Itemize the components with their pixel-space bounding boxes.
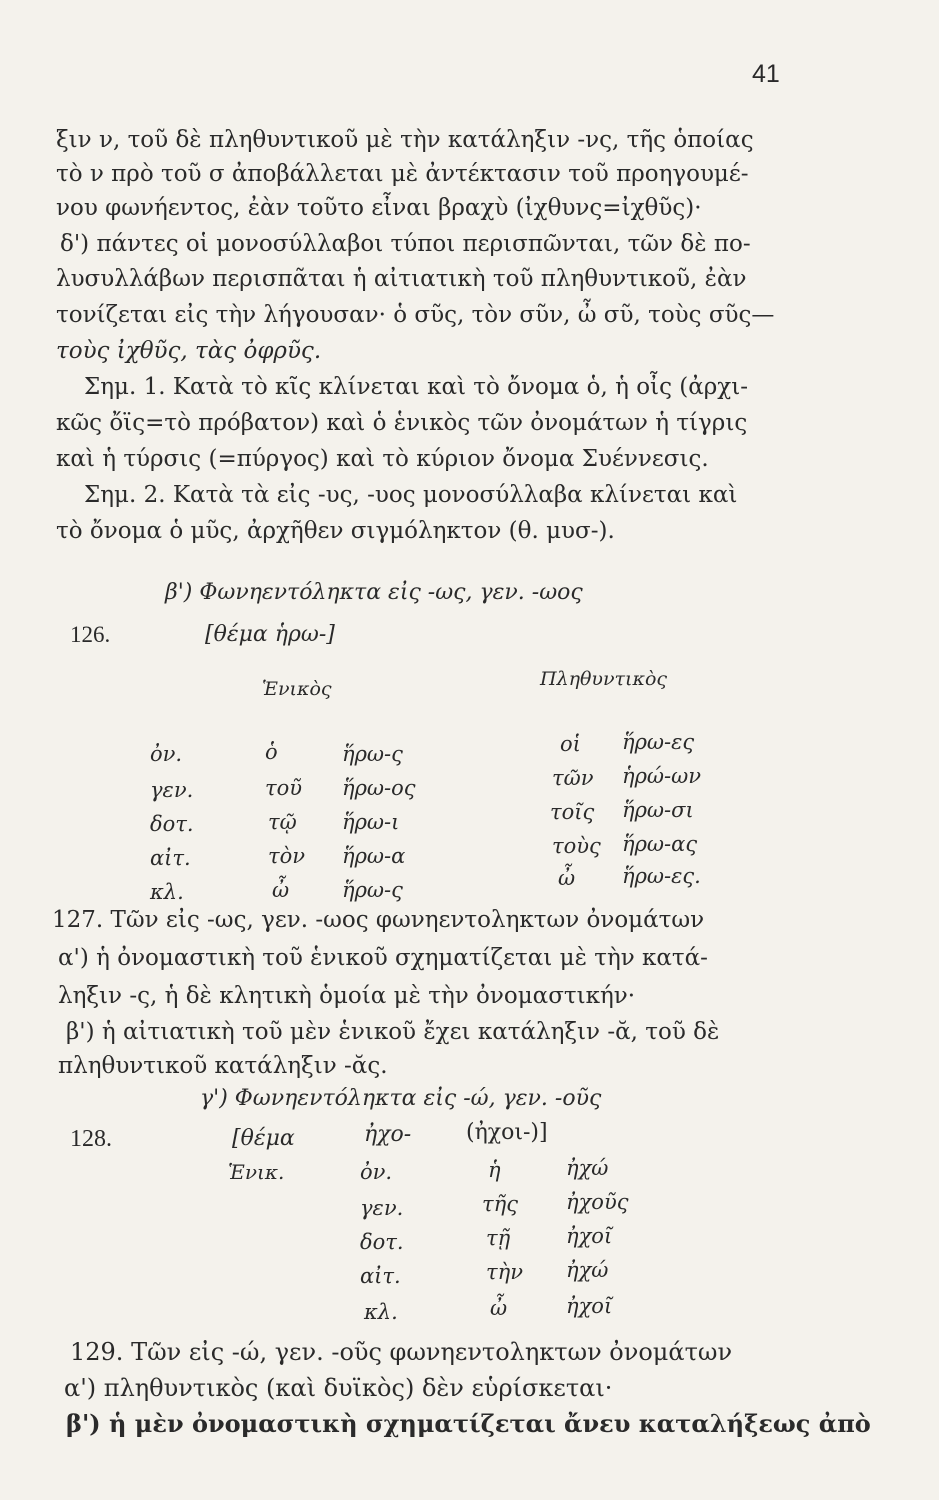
article: τῆς [482,1192,518,1216]
text-line: δ') πάντες οἱ μονοσύλλαβοι τύποι περισπῶνται, τῶν δὲ πο- [60,231,751,257]
note-2-line: Σημ. 2. Κατὰ τὰ εἰς -υς, -υος μονοσύλλαβα κλίνεται καὶ [84,482,738,508]
number-label-singular: Ἑνικ. [228,1160,285,1184]
text-line: α') ἡ ὀνομαστικὴ τοῦ ἑνικοῦ σχηματίζεται μὲ τὴν κατά- [58,945,708,971]
article-singular: τοῦ [265,776,303,800]
article-plural: τοὺς [552,834,601,858]
form-plural: ἥρω-ες. [622,864,701,888]
article-plural: τῶν [552,766,594,790]
article: τῇ [486,1226,511,1250]
text-line: τὸ ὄνομα ὁ μῦς, ἀρχῆθεν σιγμόληκτον (θ. μυσ-). [56,518,615,544]
form: ἠχοῦς [566,1190,629,1214]
paragraph-number-128: 128. [70,1126,112,1152]
form-plural: ἡρώ-ων [622,764,702,788]
page-number: 41 [752,60,780,88]
form: ἠχώ [566,1156,609,1180]
text-line: 127. Τῶν εἰς -ως, γεν. -ωος φωνηεντοληκτων ὀνομάτων [52,907,705,933]
theme-alt-stem: (ἠχοι-)] [466,1120,548,1145]
theme-stem: ἠχο- [364,1122,412,1147]
form-singular: ἥρω-ος [342,776,416,800]
theme-label: [θέμα [232,1126,295,1151]
article-singular: ὦ [272,878,290,902]
text-line: α') πληθυντικὸς (καὶ δυϊκὸς) δὲν εὑρίσκεται· [64,1374,613,1402]
case-label: γεν. [360,1196,404,1220]
form-plural: ἥρω-ες [622,730,695,754]
text-line: β') ἡ μὲν ὀνομαστικὴ σχηματίζεται ἄνευ καταλήξεως ἀπὸ [66,1409,871,1438]
text-line: νου φωνήεντος, ἐὰν τοῦτο εἶναι βραχὺ (ἰχθυνς=ἰχθῦς)· [56,195,702,221]
text-line: κῶς ὄϊς=τὸ πρόβατον) καὶ ὁ ἑνικὸς τῶν ὀνομάτων ἡ τίγρις [56,410,748,436]
form-singular: ἥρω-α [342,844,406,868]
text-line: λυσυλλάβων περισπᾶται ἡ αἰτιατικὴ τοῦ πληθυντικοῦ, ἐὰν [56,266,747,292]
case-label: αἰτ. [150,846,191,870]
article-plural: τοῖς [550,800,595,824]
case-label: δοτ. [360,1230,404,1254]
text-line: πληθυντικοῦ κατάληξιν -ᾰς. [58,1053,388,1079]
note-1-line: Σημ. 1. Κατὰ τὸ κῖς κλίνεται καὶ τὸ ὄνομα ὁ, ἡ οἶς (ἀρχι- [84,374,749,400]
article-singular: τὸν [268,844,306,868]
column-header-singular: Ἑνικὸς [262,678,332,700]
paragraph-number-126: 126. [70,622,111,647]
section-c-heading: γ') Φωνηεντόληκτα εἰς -ώ, γεν. -οῦς [200,1086,602,1111]
case-label: κλ. [364,1300,398,1324]
form-plural: ἥρω-σι [622,798,694,822]
text-line: τονίζεται εἰς τὴν λήγουσαν· ὁ σῦς, τὸν σῦν, ὦ σῦ, τοὺς σῦς— [56,302,775,328]
article-singular: τῷ [268,810,297,834]
form-singular: ἥρω-ι [342,810,400,834]
form-singular: ἥρω-ς [342,742,403,766]
form: ἠχώ [566,1258,609,1282]
article: ἡ [488,1158,501,1182]
text-line: β') ἡ αἰτιατικὴ τοῦ μὲν ἑνικοῦ ἔχει κατάληξιν -ᾰ, τοῦ δὲ [66,1019,720,1045]
form-singular: ἥρω-ς [342,878,403,902]
column-header-plural: Πληθυντικὸς [540,668,668,690]
article-plural: ὦ [558,866,576,890]
text-line: 129. Τῶν εἰς -ώ, γεν. -οῦς φωνηεντοληκτων ὀνομάτων [70,1338,733,1366]
text-line: τὸ ν πρὸ τοῦ σ ἀποβάλλεται μὲ ἀντέκτασιν τοῦ προηγουμέ- [56,161,749,187]
article: ὦ [490,1296,508,1320]
case-label: ὀν. [150,742,183,766]
case-label: ὀν. [360,1160,393,1184]
case-label: γεν. [150,778,194,802]
case-label: κλ. [150,880,184,904]
form-plural: ἥρω-ας [622,832,698,856]
text-line: ληξιν -ς, ἡ δὲ κλητικὴ ὁμοία μὲ τὴν ὀνομαστικήν· [58,983,636,1009]
text-line: καὶ ἡ τύρσις (=πύργος) καὶ τὸ κύριον ὄνομα Συέννεσις. [56,446,709,472]
form: ἠχοῖ [566,1294,613,1318]
text-line: τοὺς ἰχθῦς, τὰς ὀφρῦς. [56,338,322,364]
article-singular: ὁ [265,740,278,764]
case-label: δοτ. [150,812,194,836]
text-line: ξιν ν, τοῦ δὲ πληθυντικοῦ μὲ τὴν κατάληξιν -νς, τῆς ὁποίας [56,127,754,153]
section-b-heading: β') Φωνηεντόληκτα εἰς -ως, γεν. -ωος [165,580,583,605]
form: ἠχοῖ [566,1224,613,1248]
article: τὴν [486,1260,523,1284]
article-plural: οἱ [560,732,581,756]
theme-label: [θέμα ἡρω-] [205,622,335,647]
case-label: αἰτ. [360,1264,401,1288]
